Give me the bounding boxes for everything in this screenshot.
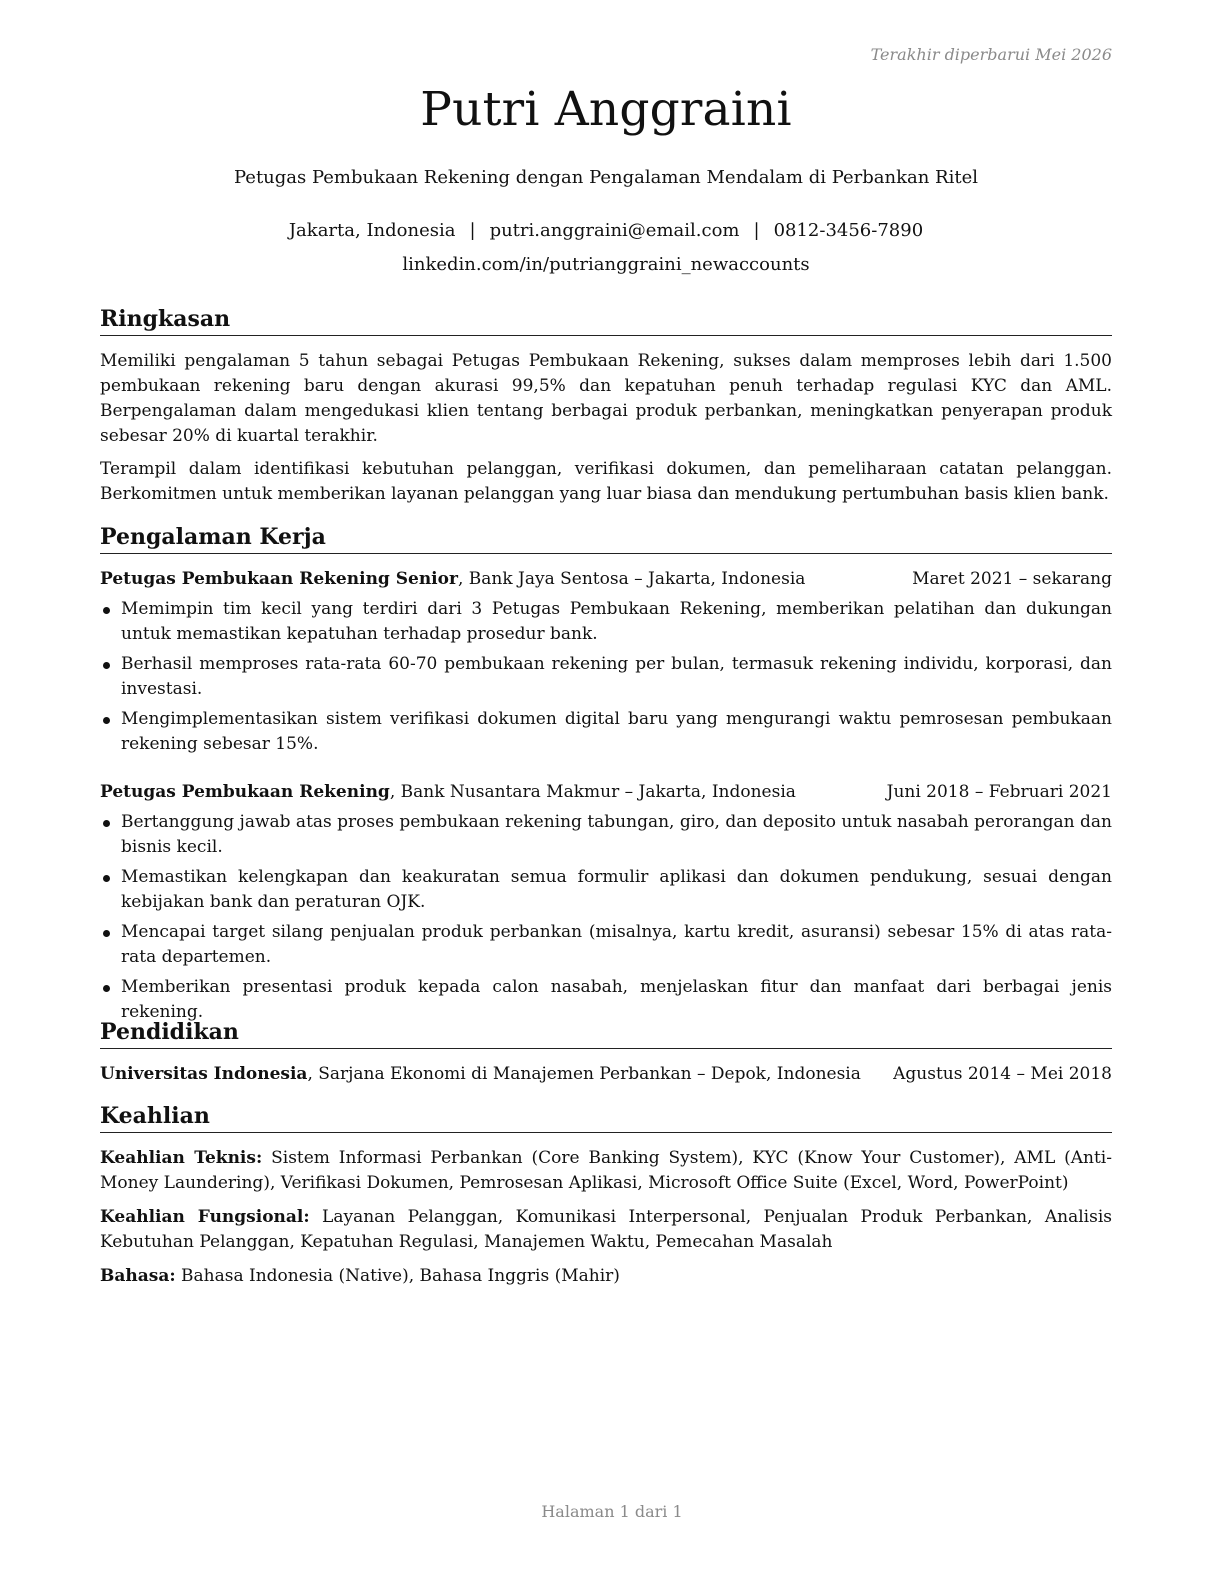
bullet-icon <box>103 820 110 827</box>
education-dates: Agustus 2014 – Mei 2018 <box>893 1064 1112 1084</box>
language-skills <box>100 1264 1112 1289</box>
experience-section <box>100 523 1112 1025</box>
job-title: Petugas Pembukaan Rekening <box>100 782 390 802</box>
bullet-text: Memastikan kelengkapan dan keakuratan semua formulir aplikasi dan dokumen pendukung, sesuai dengan kebijakan bank dan peraturan OJK. <box>121 867 1112 912</box>
skill-label: Keahlian Teknis: <box>100 1148 263 1168</box>
job-title: Petugas Pembukaan Rekening Senior <box>100 569 458 589</box>
job-company: , Bank Nusantara Makmur – Jakarta, Indonesia <box>389 782 796 802</box>
page-number: Halaman 1 dari 1 <box>541 1502 683 1521</box>
section-heading: Pengalaman Kerja <box>100 523 1112 554</box>
list-item <box>100 810 1112 860</box>
contact-location: Jakarta, Indonesia <box>288 220 456 241</box>
job-entry <box>100 567 1112 757</box>
education-section <box>100 1018 1112 1087</box>
list-item <box>100 920 1112 970</box>
skill-values: Sistem Informasi Perbankan (Core Banking System), KYC (Know Your Customer), AML (Anti-Money Laundering), Verifikasi Dokumen, Pemrosesan Aplikasi, Microsoft Office Suite (Excel, Word, PowerPoint) <box>100 1148 1112 1193</box>
education-entry <box>100 1062 1112 1087</box>
bullet-icon <box>103 717 110 724</box>
list-item <box>100 707 1112 757</box>
bullet-icon <box>103 607 110 614</box>
summary-paragraph: Memiliki pengalaman 5 tahun sebagai Petugas Pembukaan Rekening, sukses dalam memproses lebih dari 1.500 pembukaan rekening baru dengan akurasi 99,5% dan kepatuhan penuh terhadap regulasi KYC dan AML. Berpengalaman dalam mengedukasi klien tentang berbagai produk perbankan, meningkatkan penyerapan produk sebesar 20% di kuartal terakhir. <box>100 351 1112 446</box>
job-company: , Bank Jaya Sentosa – Jakarta, Indonesia <box>457 569 806 589</box>
section-heading: Ringkasan <box>100 305 1112 336</box>
skill-values: Layanan Pelanggan, Komunikasi Interpersonal, Penjualan Produk Perbankan, Analisis Kebutuhan Pelanggan, Kepatuhan Regulasi, Manajemen Waktu, Pemecahan Masalah <box>100 1207 1112 1252</box>
list-item <box>100 865 1112 915</box>
skill-values: Bahasa Indonesia (Native), Bahasa Inggris (Mahir) <box>175 1266 620 1286</box>
contact-email[interactable]: putri.anggraini@email.com <box>489 220 740 241</box>
list-item <box>100 652 1112 702</box>
list-item <box>100 597 1112 647</box>
bullet-icon <box>103 930 110 937</box>
bullet-text: Memimpin tim kecil yang terdiri dari 3 Petugas Pembukaan Rekening, memberikan pelatihan dan dukungan untuk memastikan kepatuhan terhadap prosedur bank. <box>121 599 1112 644</box>
skill-label: Bahasa: <box>100 1266 176 1286</box>
bullet-text: Mengimplementasikan sistem verifikasi dokumen digital baru yang mengurangi waktu pemrosesan pembukaan rekening sebesar 15%. <box>121 709 1112 754</box>
candidate-tagline: Petugas Pembukaan Rekening dengan Pengalaman Mendalam di Perbankan Ritel <box>233 167 979 188</box>
bullet-icon <box>103 662 110 669</box>
job-bullets <box>100 810 1112 1025</box>
bullet-text: Mencapai target silang penjualan produk perbankan (misalnya, kartu kredit, asuransi) sebesar 15% di atas rata-rata departemen. <box>121 922 1112 967</box>
contact-separator: | <box>753 220 760 241</box>
contact-separator: | <box>469 220 476 241</box>
section-heading: Keahlian <box>100 1102 1112 1133</box>
functional-skills <box>100 1205 1112 1255</box>
contact-line <box>100 220 1112 241</box>
bullet-icon <box>103 985 110 992</box>
job-dates: Juni 2018 – Februari 2021 <box>886 782 1112 802</box>
bullet-text: Bertanggung jawab atas proses pembukaan rekening tabungan, giro, dan deposito untuk nasabah perorangan dan bisnis kecil. <box>121 812 1112 857</box>
job-header <box>100 567 1112 592</box>
section-heading: Pendidikan <box>100 1018 1112 1049</box>
bullet-text: Berhasil memproses rata-rata 60-70 pembukaan rekening per bulan, termasuk rekening individu, korporasi, dan investasi. <box>121 654 1112 699</box>
skills-section <box>100 1102 1112 1289</box>
school-name: Universitas Indonesia <box>100 1064 308 1084</box>
contact-linkedin[interactable]: linkedin.com/in/putrianggraini_newaccounts <box>402 254 810 275</box>
summary-section <box>100 305 1112 507</box>
candidate-name: Putri Anggraini <box>420 82 792 137</box>
contact-phone: 0812-3456-7890 <box>773 220 924 241</box>
bullet-icon <box>103 875 110 882</box>
job-bullets <box>100 597 1112 757</box>
technical-skills <box>100 1146 1112 1196</box>
summary-paragraph: Terampil dalam identifikasi kebutuhan pelanggan, verifikasi dokumen, dan pemeliharaan catatan pelanggan. Berkomitmen untuk memberikan layanan pelanggan yang luar biasa dan mendukung pertumbuhan basis klien bank. <box>100 459 1112 504</box>
bullet-text: Memberikan presentasi produk kepada calon nasabah, menjelaskan fitur dan manfaat dari berbagai jenis rekening. <box>121 977 1112 1022</box>
job-entry <box>100 780 1112 1025</box>
job-header <box>100 780 1112 805</box>
last-updated-note: Terakhir diperbarui Mei 2026 <box>870 45 1112 64</box>
job-dates: Maret 2021 – sekarang <box>912 569 1112 589</box>
degree-info: , Sarjana Ekonomi di Manajemen Perbankan – Depok, Indonesia <box>307 1064 861 1084</box>
skill-label: Keahlian Fungsional: <box>100 1207 310 1227</box>
